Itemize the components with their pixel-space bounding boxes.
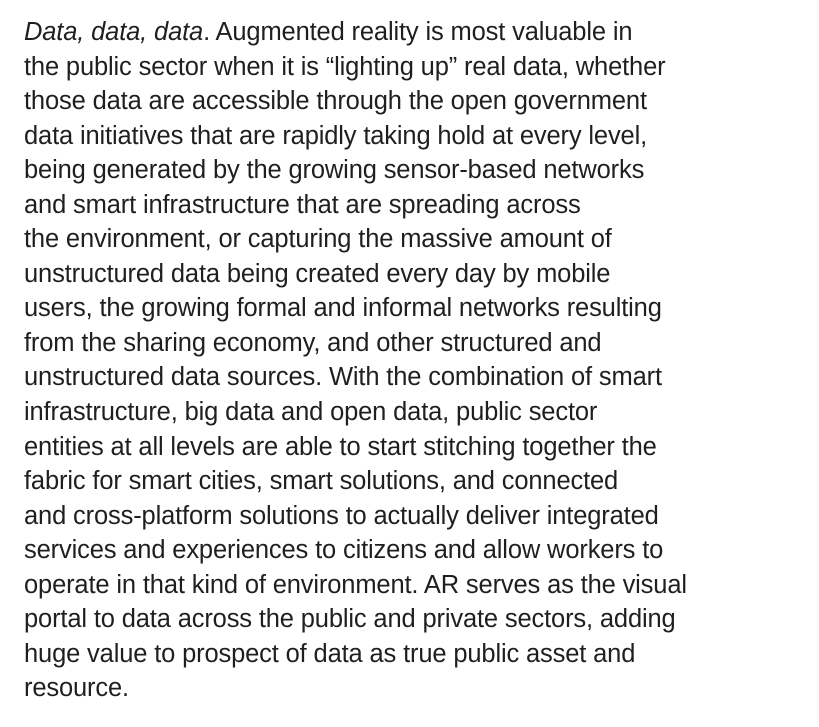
body-paragraph (24, 15, 814, 706)
text-line-7: the environment, or capturing the massive amount of (24, 225, 612, 254)
text-line-3: those data are accessible through the open government (24, 87, 647, 116)
text-line-19: huge value to prospect of data as true public asset and (24, 639, 636, 668)
text-line-6: and smart infrastructure that are spreading across (24, 190, 581, 219)
text-line-14: fabric for smart cities, smart solutions, and connected (24, 467, 619, 496)
text-line-13: entities at all levels are able to start stitching together the (24, 432, 657, 461)
text-line-20: resource. (24, 674, 129, 703)
text-line-9: users, the growing formal and informal networks resulting (24, 294, 662, 323)
text-line-8: unstructured data being created every day by mobile (24, 259, 611, 288)
text-line-4: data initiatives that are rapidly taking hold at every level, (24, 121, 648, 150)
lead-phrase: Data, data, data (24, 18, 204, 46)
text-line-18: portal to data across the public and private sectors, adding (24, 605, 676, 634)
text-line-11: unstructured data sources. With the combination of smart (24, 363, 662, 392)
text-line-5: being generated by the growing sensor-based networks (24, 156, 645, 185)
text-line-2: the public sector when it is “lighting up” real data, whether (24, 52, 666, 81)
text-line-12: infrastructure, big data and open data, public sector (24, 398, 598, 427)
text-line-15: and cross-platform solutions to actually deliver integrated (24, 501, 659, 530)
text-line-1 (24, 15, 814, 50)
text-line-16: services and experiences to citizens and allow workers to (24, 536, 664, 565)
text-line-10: from the sharing economy, and other structured and (24, 328, 602, 357)
text-line-17: operate in that kind of environment. AR serves as the visual (24, 570, 687, 599)
lead-rest: . Augmented reality is most valuable in (203, 18, 633, 46)
